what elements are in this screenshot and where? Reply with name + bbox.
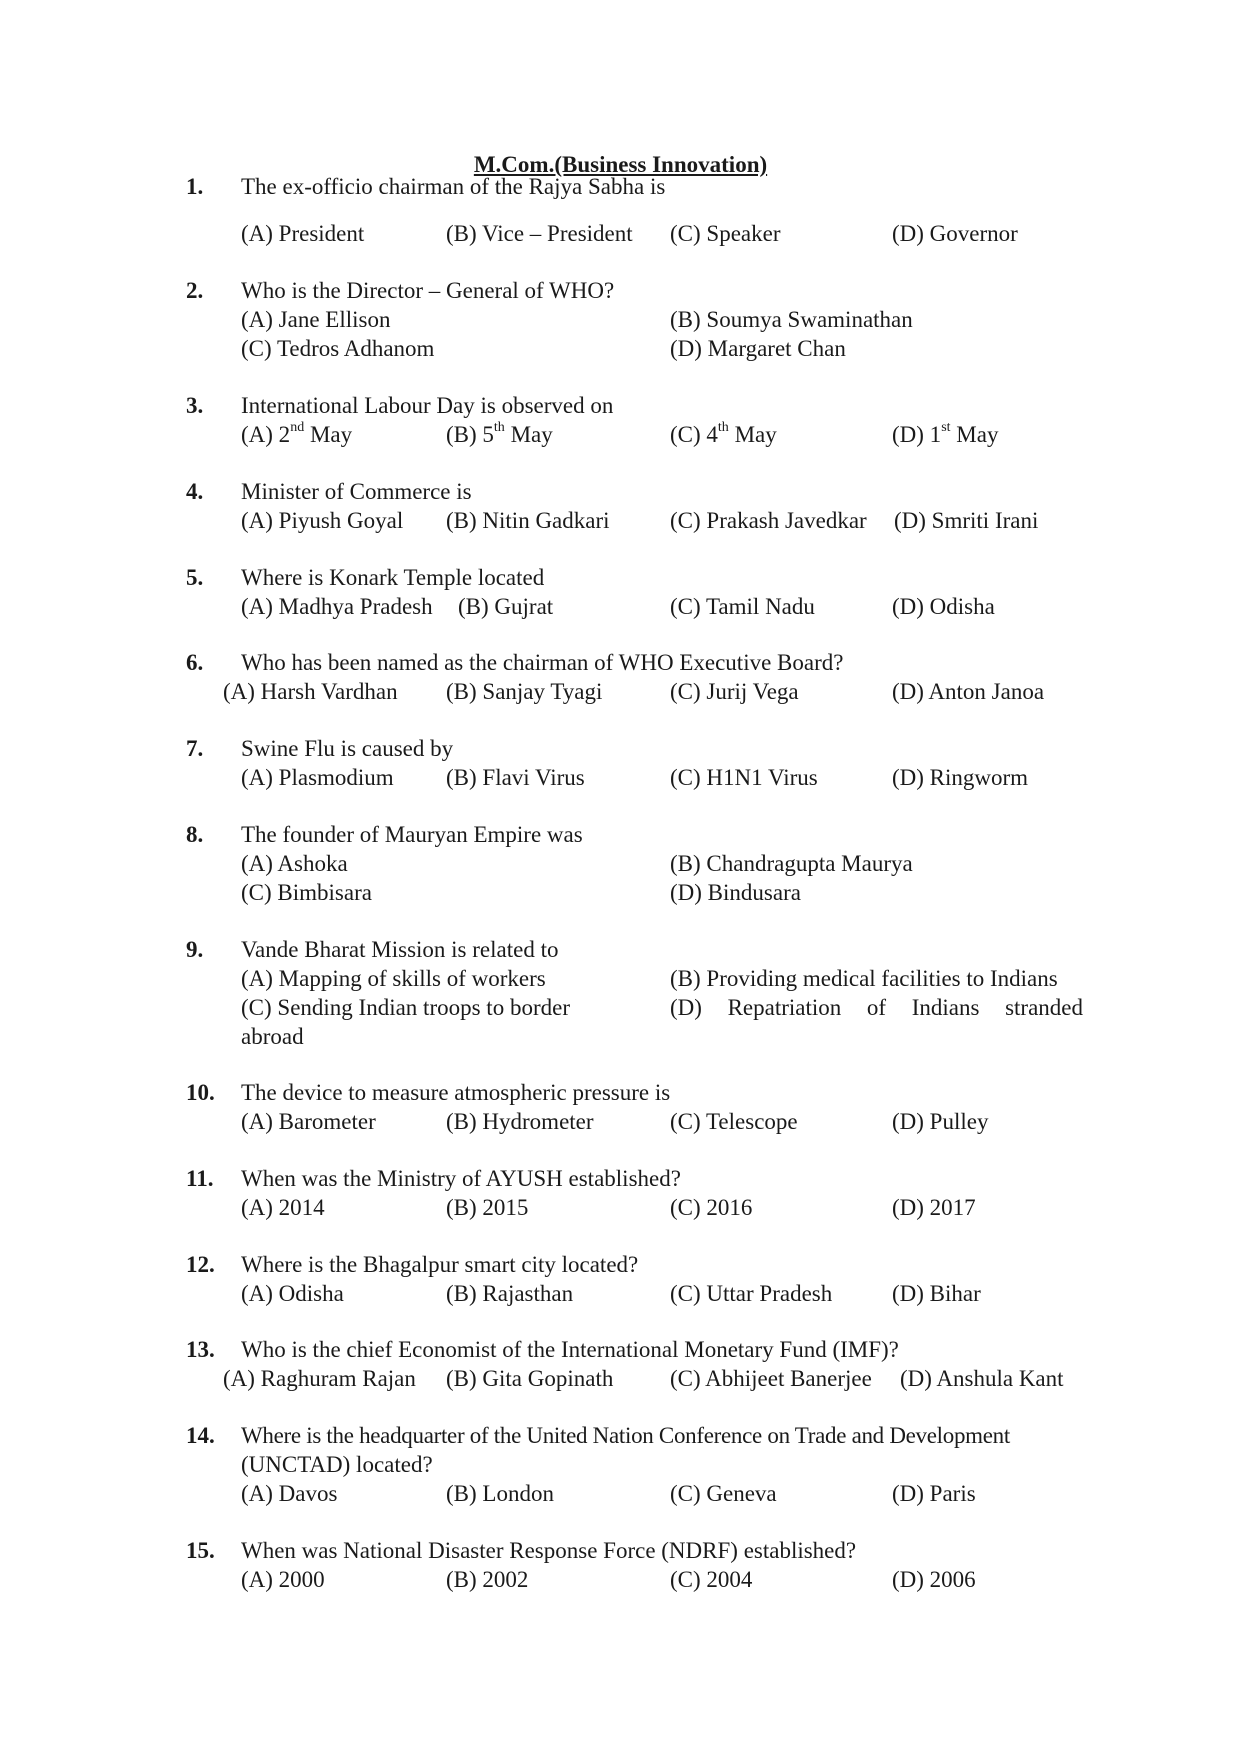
question-text: The founder of Mauryan Empire was (241, 822, 583, 847)
option-a: (A) Jane Ellison (241, 307, 391, 332)
question-number: 8. (186, 822, 204, 847)
option-b: (B) Nitin Gadkari (446, 508, 610, 533)
question-text: Minister of Commerce is (241, 479, 472, 504)
question-number: 10. (186, 1080, 215, 1105)
question-number: 6. (186, 650, 204, 675)
question-text: When was the Ministry of AYUSH established? (241, 1166, 681, 1191)
question-number: 5. (186, 565, 204, 590)
option-b: (B) Flavi Virus (446, 765, 585, 790)
option-a: (A) Davos (241, 1481, 338, 1506)
option-c: (C) Tamil Nadu (670, 594, 815, 619)
option-d: (D) 1st May (892, 420, 999, 447)
option-d: (D) Bihar (892, 1281, 981, 1306)
question-text: Where is the headquarter of the United Nation Conference on Trade and Development (241, 1423, 1010, 1448)
option-c: (C) 4th May (670, 420, 777, 447)
question-number: 1. (186, 174, 204, 199)
option-d: (D) Bindusara (670, 880, 801, 905)
question-number: 7. (186, 736, 204, 761)
option-a: (A) 2000 (241, 1567, 325, 1592)
option-a: (A) Odisha (241, 1281, 344, 1306)
option-c: (C) H1N1 Virus (670, 765, 818, 790)
option-a: (A) Madhya Pradesh (241, 594, 433, 619)
question-text: Where is the Bhagalpur smart city located? (241, 1252, 639, 1277)
option-a: (A) Ashoka (241, 851, 348, 876)
option-c: (C) Abhijeet Banerjee (670, 1366, 872, 1391)
option-a: (A) President (241, 221, 365, 246)
option-b: (B) Providing medical facilities to Indians (670, 966, 1058, 991)
option-d: (D) Anton Janoa (892, 679, 1045, 704)
option-d: (D) 2017 (892, 1195, 976, 1220)
question-text: The ex-officio chairman of the Rajya Sabha is (241, 174, 666, 199)
option-a: (A) Harsh Vardhan (223, 679, 398, 704)
option-d: (D) Anshula Kant (900, 1366, 1064, 1391)
option-c: (C) Prakash Javedkar (670, 508, 867, 533)
question-text: The device to measure atmospheric pressure is (241, 1080, 671, 1105)
option-a: (A) Piyush Goyal (241, 508, 404, 533)
option-b: (B) 2002 (446, 1567, 529, 1592)
question-text-continuation: (UNCTAD) located? (241, 1452, 433, 1477)
option-a: (A) 2nd May (241, 420, 353, 447)
option-a: (A) Plasmodium (241, 765, 394, 790)
option-b: (B) Hydrometer (446, 1109, 594, 1134)
option-c: (C) Bimbisara (241, 880, 372, 905)
option-b: (B) Gita Gopinath (446, 1366, 614, 1391)
option-b: (B) Rajasthan (446, 1281, 574, 1306)
option-b: (B) 5th May (446, 420, 553, 447)
option-a: (A) Raghuram Rajan (223, 1366, 416, 1391)
option-d: (D) Ringworm (892, 765, 1029, 790)
option-c: (C) Uttar Pradesh (670, 1281, 833, 1306)
option-d: (D) Repatriation of Indians stranded (670, 995, 1083, 1020)
question-number: 11. (186, 1166, 214, 1191)
option-b: (B) Sanjay Tyagi (446, 679, 603, 704)
option-a: (A) Barometer (241, 1109, 376, 1134)
option-b: (B) London (446, 1481, 554, 1506)
option-c: (C) Speaker (670, 221, 781, 246)
option-d: (D) Paris (892, 1481, 976, 1506)
question-text: Where is Konark Temple located (241, 565, 545, 590)
option-c: (C) Jurij Vega (670, 679, 799, 704)
question-text: Vande Bharat Mission is related to (241, 937, 559, 962)
question-number: 15. (186, 1538, 215, 1563)
question-number: 4. (186, 479, 204, 504)
question-number: 3. (186, 393, 204, 418)
option-d: (D) Margaret Chan (670, 336, 846, 361)
option-c: (C) Telescope (670, 1109, 798, 1134)
question-text: When was National Disaster Response Force (NDRF) established? (241, 1538, 857, 1563)
option-d-continuation: abroad (241, 1024, 304, 1049)
option-c: (C) Sending Indian troops to border (241, 995, 570, 1020)
question-text: International Labour Day is observed on (241, 393, 614, 418)
option-d: (D) Governor (892, 221, 1018, 246)
option-a: (A) 2014 (241, 1195, 325, 1220)
question-text: Who has been named as the chairman of WHO Executive Board? (241, 650, 844, 675)
question-text: Swine Flu is caused by (241, 736, 454, 761)
option-c: (C) 2016 (670, 1195, 753, 1220)
option-d: (D) Pulley (892, 1109, 989, 1134)
option-d: (D) Odisha (892, 594, 995, 619)
question-text: Who is the Director – General of WHO? (241, 278, 615, 303)
option-d: (D) 2006 (892, 1567, 976, 1592)
page-title: M.Com.(Business Innovation) (473, 152, 768, 177)
question-number: 9. (186, 937, 204, 962)
question-number: 14. (186, 1423, 215, 1448)
option-b: (B) Soumya Swaminathan (670, 307, 913, 332)
question-number: 12. (186, 1252, 215, 1277)
option-a: (A) Mapping of skills of workers (241, 966, 546, 991)
option-d: (D) Smriti Irani (894, 508, 1039, 533)
option-b: (B) Chandragupta Maurya (670, 851, 913, 876)
option-c: (C) Tedros Adhanom (241, 336, 435, 361)
option-b: (B) 2015 (446, 1195, 529, 1220)
option-b: (B) Gujrat (458, 594, 554, 619)
question-number: 2. (186, 278, 204, 303)
option-c: (C) 2004 (670, 1567, 753, 1592)
option-b: (B) Vice – President (446, 221, 633, 246)
question-number: 13. (186, 1337, 215, 1362)
option-c: (C) Geneva (670, 1481, 777, 1506)
question-text: Who is the chief Economist of the International Monetary Fund (IMF)? (241, 1337, 899, 1362)
